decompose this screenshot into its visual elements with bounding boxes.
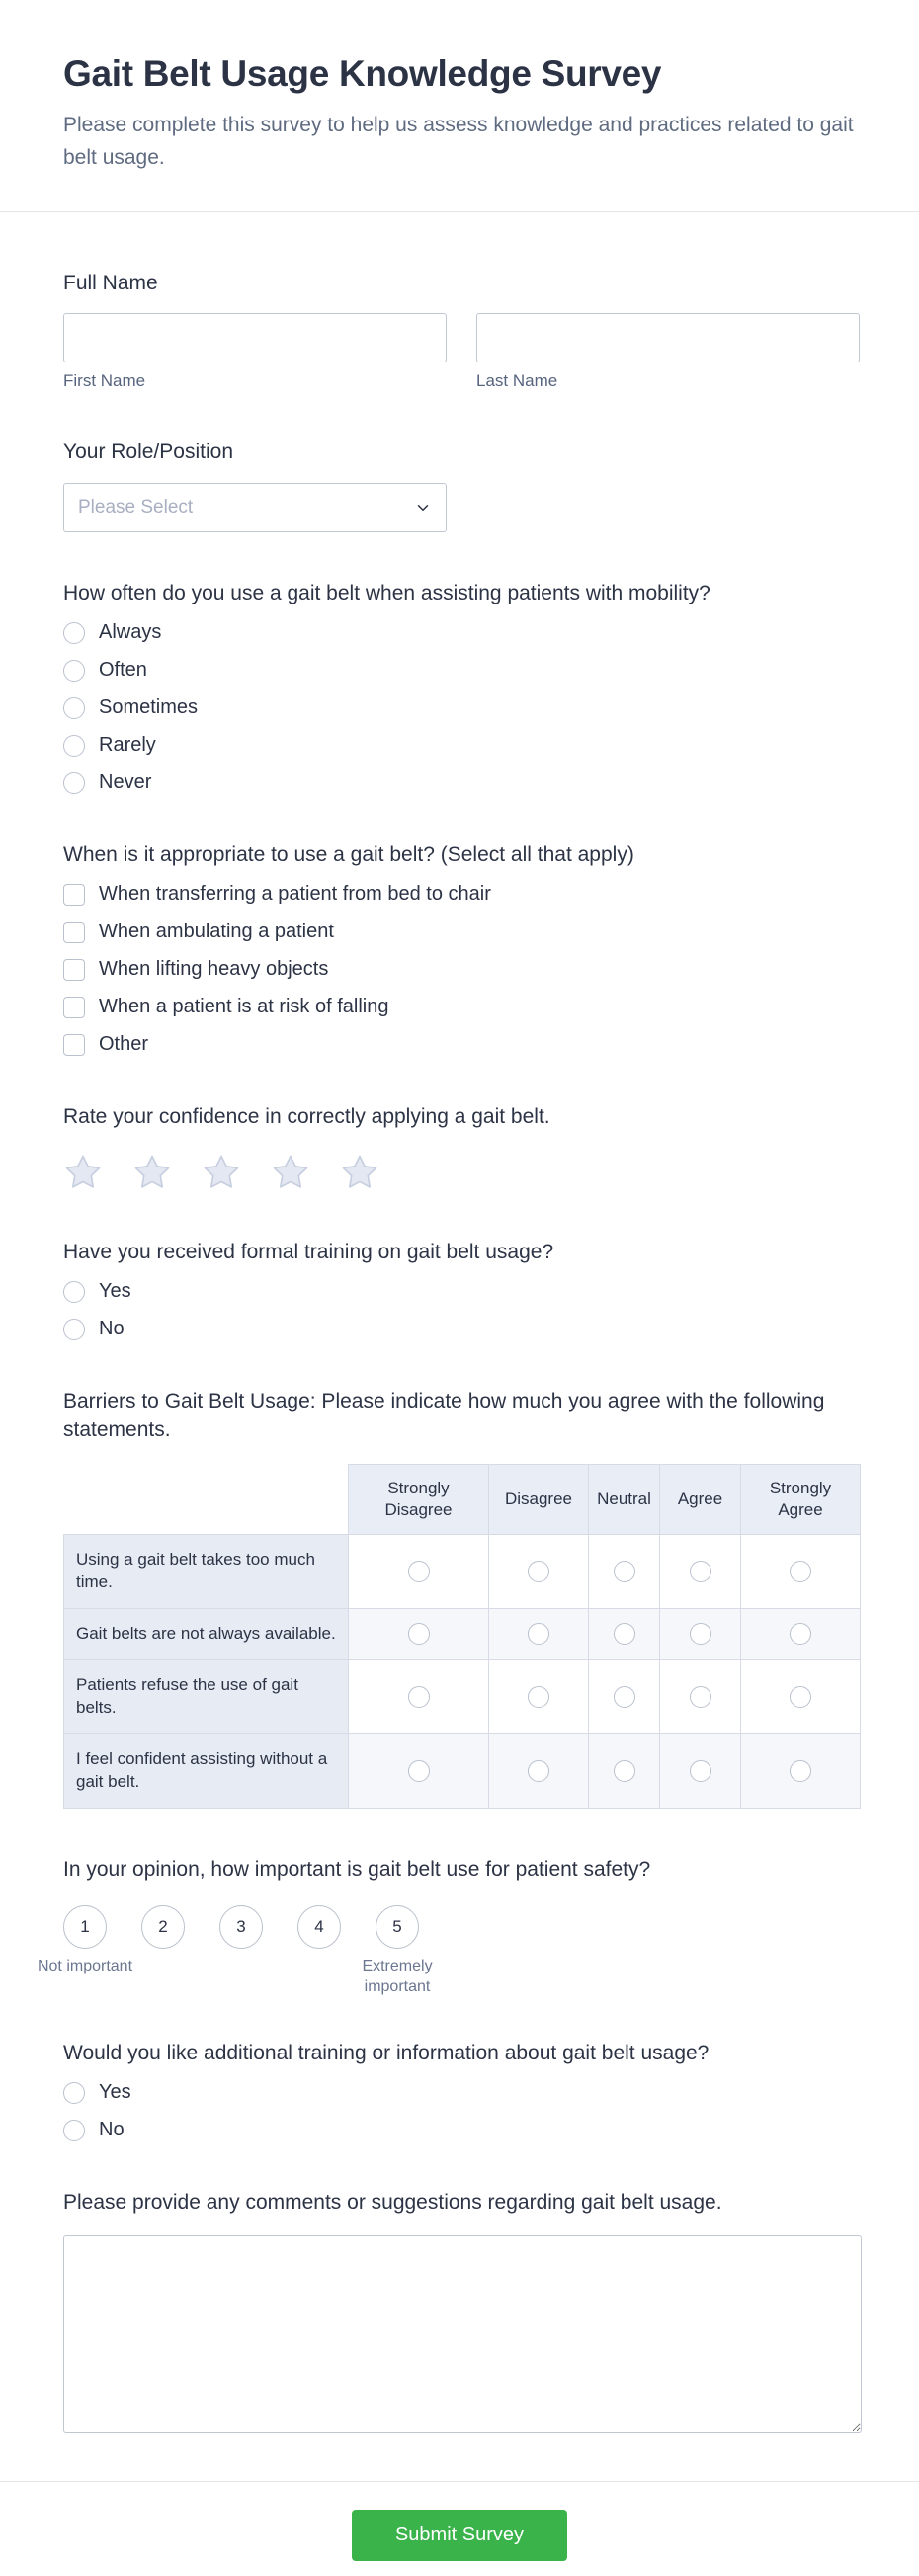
star-rating [63,1154,862,1191]
question-label: Would you like additional training or information about gait belt usage? [63,2041,710,2064]
question-label: Full Name [63,272,158,295]
last-name-input[interactable] [476,313,860,362]
question-appropriate [63,842,862,1056]
radio-icon[interactable] [790,1623,811,1645]
radio-icon[interactable] [63,735,85,757]
matrix-cell[interactable] [589,1608,660,1659]
radio-icon[interactable] [63,697,85,719]
option-label: Other [99,1033,149,1056]
matrix-cell[interactable] [489,1733,589,1808]
option-label: Never [99,771,152,794]
question-confidence [63,1103,862,1190]
option-label: No [99,2119,125,2141]
radio-icon[interactable] [63,2082,85,2104]
role-select[interactable] [63,483,447,532]
radio-option[interactable] [63,621,862,644]
radio-icon[interactable] [63,1281,85,1303]
first-name-group [63,313,447,391]
first-name-sublabel: First Name [63,371,146,391]
matrix-cell[interactable] [741,1733,861,1808]
matrix-row-label: Patients refuse the use of gait belts. [64,1659,349,1733]
question-label: Your Role/Position [63,441,233,464]
matrix-header-row [64,1464,861,1534]
scale-max-label: Extremely important [362,1957,433,1995]
scale-item [297,1905,341,1949]
scale-item [362,1905,433,1995]
question-frequency [63,580,862,794]
radio-option[interactable] [63,659,862,682]
star-icon[interactable] [271,1154,310,1191]
matrix-row-label: I feel confident assisting without a gait belt. [64,1733,349,1808]
radio-option[interactable] [63,771,862,794]
radio-icon[interactable] [63,772,85,794]
matrix-cell[interactable] [589,1535,660,1609]
radio-icon[interactable] [690,1686,711,1708]
name-row [63,313,862,391]
matrix-cell[interactable] [660,1535,741,1609]
scale-min-label: Not important [37,1957,133,1974]
radio-icon[interactable] [63,2120,85,2141]
checkbox-option[interactable] [63,883,862,906]
scale-option[interactable]: 4 [297,1905,341,1949]
checkbox-icon[interactable] [63,922,85,943]
matrix-row [64,1659,861,1733]
matrix-cell[interactable] [349,1733,489,1808]
matrix-cell[interactable] [589,1733,660,1808]
radio-icon[interactable] [408,1686,430,1708]
matrix-cell[interactable] [660,1733,741,1808]
comments-textarea[interactable] [63,2235,862,2433]
option-label: Sometimes [99,696,199,719]
last-name-group [476,313,860,391]
radio-icon[interactable] [614,1623,635,1645]
radio-option[interactable] [63,696,862,719]
question-label: Rate your confidence in correctly applying a gait belt. [63,1105,550,1129]
checkbox-icon[interactable] [63,997,85,1018]
checkbox-icon[interactable] [63,959,85,981]
radio-icon[interactable] [614,1760,635,1782]
matrix-cell[interactable] [589,1659,660,1733]
option-label: Rarely [99,734,156,757]
radio-icon[interactable] [690,1561,711,1582]
radio-icon[interactable] [528,1561,549,1582]
form-subtitle: Please complete this survey to help us assess knowledge and practices related to gait belt usage. [63,114,854,169]
scale-option[interactable]: 5 [376,1905,419,1949]
radio-icon[interactable] [528,1760,549,1782]
checkbox-option[interactable] [63,996,862,1018]
star-icon[interactable] [202,1154,241,1191]
matrix-cell[interactable] [489,1659,589,1733]
radio-icon[interactable] [528,1686,549,1708]
radio-icon[interactable] [790,1561,811,1582]
radio-icon[interactable] [408,1623,430,1645]
radio-option[interactable] [63,734,862,757]
radio-option[interactable] [63,1318,862,1340]
question-label: Please provide any comments or suggestions regarding gait belt usage. [63,2191,722,2214]
checkbox-group [63,883,862,1056]
radio-icon[interactable] [63,622,85,644]
radio-group [63,1280,862,1340]
matrix-cell[interactable] [741,1608,861,1659]
form-title: Gait Belt Usage Knowledge Survey [63,53,662,94]
checkbox-icon[interactable] [63,1034,85,1056]
option-label: When ambulating a patient [99,921,334,943]
option-label: Often [99,659,147,682]
radio-group [63,621,862,794]
matrix-cell[interactable] [660,1608,741,1659]
matrix-col-header: Strongly Disagree [349,1464,489,1534]
matrix-col-header: Disagree [489,1464,589,1534]
star-icon[interactable] [132,1154,172,1191]
scale-item [37,1905,133,1974]
submit-button[interactable]: Submit Survey [352,2510,567,2561]
chevron-down-icon [414,499,432,517]
scale-option[interactable]: 1 [63,1905,107,1949]
question-label: How often do you use a gait belt when assisting patients with mobility? [63,581,710,604]
radio-option[interactable] [63,1280,862,1303]
matrix-row [64,1535,861,1609]
question-label: In your opinion, how important is gait belt use for patient safety? [63,1857,651,1881]
matrix-cell[interactable] [741,1535,861,1609]
radio-option[interactable] [63,2119,862,2141]
radio-icon[interactable] [614,1561,635,1582]
form-footer [0,2481,919,2576]
matrix-row [64,1733,861,1808]
radio-icon[interactable] [408,1760,430,1782]
select-placeholder: Please Select [78,496,194,518]
matrix-cell[interactable] [741,1659,861,1733]
checkbox-option[interactable] [63,921,862,943]
question-barriers [63,1388,862,1808]
first-name-input[interactable] [63,313,447,362]
scale-item [141,1905,185,1949]
question-role [63,439,862,531]
scale-option[interactable]: 2 [141,1905,185,1949]
form-header [0,0,919,212]
radio-icon[interactable] [408,1561,430,1582]
matrix-col-header: Agree [660,1464,741,1534]
radio-icon[interactable] [614,1686,635,1708]
option-label: Always [99,621,162,644]
radio-icon[interactable] [63,660,85,682]
matrix-cell[interactable] [349,1608,489,1659]
option-label: When transferring a patient from bed to chair [99,883,491,906]
barriers-matrix [63,1464,861,1809]
matrix-row [64,1608,861,1659]
radio-group [63,2081,862,2141]
question-comments [63,2189,862,2437]
star-icon[interactable] [63,1154,103,1191]
radio-icon[interactable] [690,1760,711,1782]
option-label: Yes [99,1280,131,1303]
matrix-corner [64,1464,349,1534]
matrix-col-header: Neutral [589,1464,660,1534]
radio-icon[interactable] [690,1623,711,1645]
option-label: Yes [99,2081,131,2104]
question-additional-training [63,2040,862,2141]
question-importance [37,1856,862,1995]
matrix-row-label: Gait belts are not always available. [64,1608,349,1659]
matrix-cell[interactable] [660,1659,741,1733]
radio-icon[interactable] [528,1623,549,1645]
checkbox-icon[interactable] [63,884,85,906]
matrix-cell[interactable] [489,1608,589,1659]
scale-option[interactable]: 3 [219,1905,263,1949]
radio-icon[interactable] [790,1760,811,1782]
question-label: Barriers to Gait Belt Usage: Please indicate how much you agree with the following statements. [63,1390,825,1441]
question-label: Have you received formal training on gait belt usage? [63,1240,554,1263]
question-label: When is it appropriate to use a gait belt? (Select all that apply) [63,844,634,867]
checkbox-option[interactable] [63,958,862,981]
form-body [0,212,919,2481]
scale-item [219,1905,263,1949]
star-icon[interactable] [340,1154,379,1191]
radio-icon[interactable] [63,1319,85,1340]
option-label: When a patient is at risk of falling [99,996,389,1018]
option-label: No [99,1318,125,1340]
checkbox-option[interactable] [63,1033,862,1056]
matrix-cell[interactable] [349,1535,489,1609]
matrix-cell[interactable] [489,1535,589,1609]
option-label: When lifting heavy objects [99,958,329,981]
last-name-sublabel: Last Name [476,371,558,391]
radio-option[interactable] [63,2081,862,2104]
scale-group [37,1905,862,1995]
radio-icon[interactable] [790,1686,811,1708]
matrix-row-label: Using a gait belt takes too much time. [64,1535,349,1609]
matrix-cell[interactable] [349,1659,489,1733]
question-training [63,1239,862,1340]
question-full-name [63,270,862,391]
matrix-col-header: Strongly Agree [741,1464,861,1534]
